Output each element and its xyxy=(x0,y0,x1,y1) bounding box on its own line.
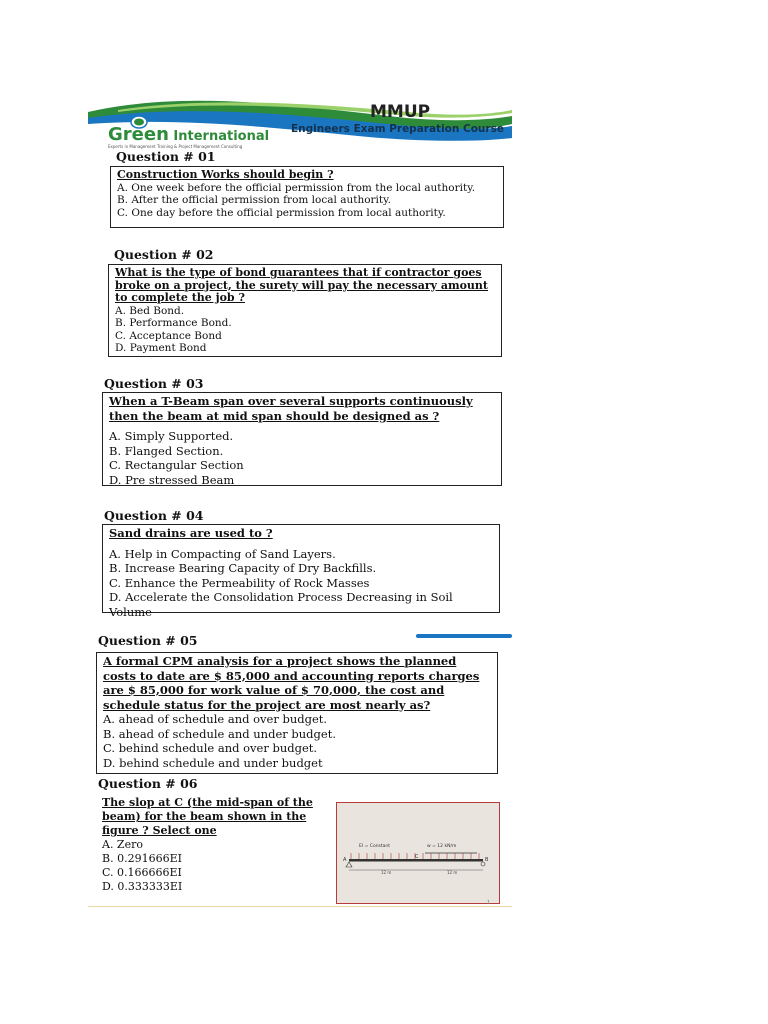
question-2-box xyxy=(108,264,502,357)
question-3-box xyxy=(102,392,502,486)
course-title: Engineers Exam Preparation Course xyxy=(291,123,504,135)
question-2-option-b: B. Performance Bond. xyxy=(115,317,232,329)
question-4-option-b: B. Increase Bearing Capacity of Dry Backfills. xyxy=(109,561,377,575)
question-4-box xyxy=(102,524,500,619)
question-4-option-c: C. Enhance the Permeability of Rock Masses xyxy=(109,575,370,590)
support-b-icon xyxy=(481,862,485,866)
figure-point-b: B xyxy=(485,857,489,863)
question-5-option-b: B. ahead of schedule and under budget. xyxy=(103,726,336,741)
question-5-option-d: D. behind schedule and under budget xyxy=(103,755,323,770)
page-header xyxy=(88,92,512,154)
figure-right-span: 12 m xyxy=(447,870,458,875)
question-3-heading: Question # 03 xyxy=(104,376,204,391)
header-title: MMUP xyxy=(370,102,431,122)
page-number: 1 xyxy=(487,900,491,906)
question-2-option-c: C. Acceptance Bond xyxy=(115,329,222,342)
question-2-text: What is the type of bond guarantees that if contractor goes broke on a project, the surety will pay the necessary amount to complete the job ? xyxy=(115,266,489,304)
question-3-option-a: A. Simply Supported. xyxy=(109,429,234,443)
question-4-option-a: A. Help in Compacting of Sand Layers. xyxy=(109,546,336,561)
question-5-text: A formal CPM analysis for a project shows the planned costs to date are $ 85,000 and accounting reports charges are $ 85,000 for work value of $ 70,000, the cost and schedule status for the project are most nearly as? xyxy=(103,654,480,712)
brand-tagline: Experts in Management Training & Project Management Consulting xyxy=(108,144,243,149)
question-3-text: When a T-Beam span over several supports continuously then the beam at mid span should be designed as ? xyxy=(109,394,473,423)
question-4-option-d: D. Accelerate the Consolidation Process Decreasing in Soil Volume xyxy=(109,590,453,619)
question-5-option-c: C. behind schedule and over budget. xyxy=(103,741,318,755)
question-4-text: Sand drains are used to ? xyxy=(109,526,273,540)
question-6-option-c: C. 0.166666EI xyxy=(102,866,182,879)
question-5-option-a: A. ahead of schedule and over budget. xyxy=(103,712,328,726)
question-1-text: Construction Works should begin ? xyxy=(117,168,334,181)
footer-line xyxy=(88,906,512,907)
question-6-block xyxy=(102,796,334,894)
support-a-icon xyxy=(346,862,352,867)
question-5-heading: Question # 05 xyxy=(98,633,198,648)
beam-figure xyxy=(336,802,500,904)
question-1-option-a: A. One week before the official permission from the local authority. xyxy=(117,181,476,194)
question-2-heading: Question # 02 xyxy=(114,247,214,262)
question-3-option-d: D. Pre stressed Beam xyxy=(109,472,235,487)
question-6-option-a: A. Zero xyxy=(102,838,143,851)
question-6-text: The slop at C (the mid-span of the beam) for the beam shown in the figure ? Select one xyxy=(102,796,313,837)
question-6-option-b: B. 0.291666EI xyxy=(102,852,182,865)
figure-point-c: C xyxy=(415,854,419,860)
figure-load-label: w = 12 kN/m xyxy=(427,844,457,849)
brand-word: Green xyxy=(108,124,169,145)
question-5-box xyxy=(96,652,498,774)
decorative-blue-line xyxy=(416,634,512,638)
brand-logo xyxy=(108,124,270,149)
question-1-option-b: B. After the official permission from local authority. xyxy=(117,194,391,206)
figure-ei-label: EI = Constant xyxy=(359,844,391,849)
question-3-option-b: B. Flanged Section. xyxy=(109,443,224,458)
question-4-heading: Question # 04 xyxy=(104,508,204,523)
question-3-option-c: C. Rectangular Section xyxy=(109,458,244,472)
question-6-option-d: D. 0.333333EI xyxy=(102,880,183,893)
question-1-option-c: C. One day before the official permission from local authority. xyxy=(117,206,446,219)
brand-rest: International xyxy=(173,129,270,144)
beam-diagram xyxy=(337,803,498,902)
figure-left-span: 12 m xyxy=(381,870,392,875)
figure-point-a: A xyxy=(343,857,347,863)
question-6-heading: Question # 06 xyxy=(98,776,198,791)
question-2-option-d: D. Payment Bond xyxy=(115,342,207,354)
question-1-heading: Question # 01 xyxy=(116,149,216,164)
exam-page xyxy=(88,92,512,910)
question-1-box xyxy=(110,166,504,228)
question-2-option-a: A. Bed Bond. xyxy=(115,304,185,317)
